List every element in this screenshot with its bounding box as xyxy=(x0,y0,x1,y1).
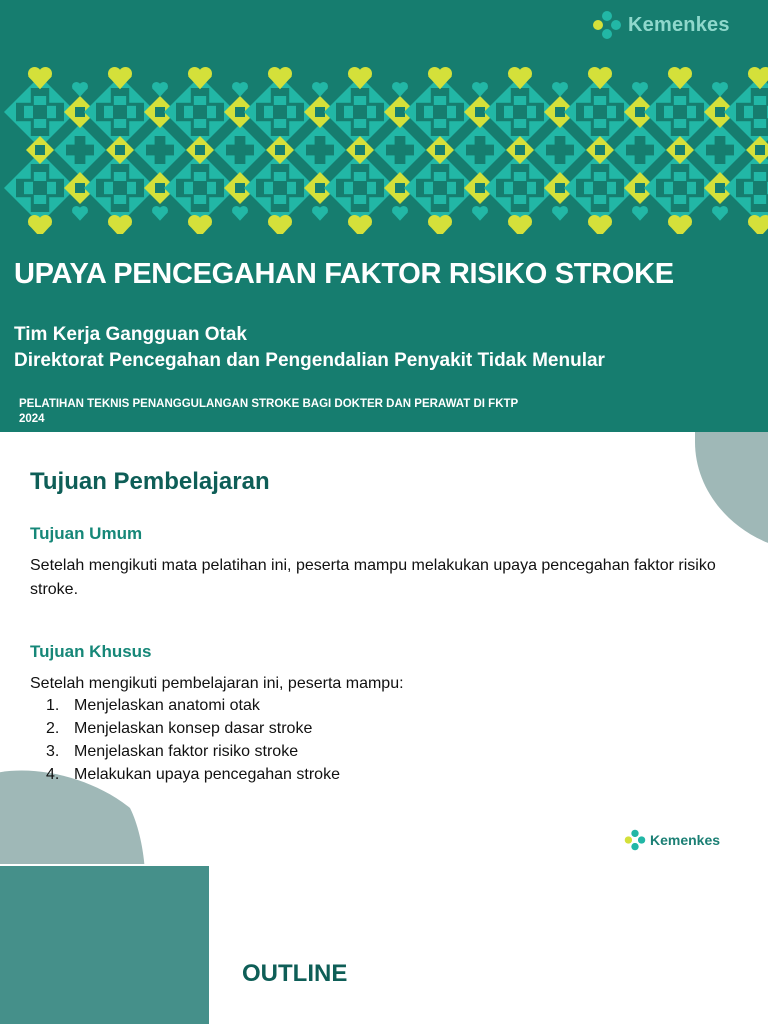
list-item-text: Melakukan upaya pencegahan stroke xyxy=(74,766,340,783)
list-item-text: Menjelaskan anatomi otak xyxy=(74,697,260,714)
list-item xyxy=(46,694,340,717)
kemenkes-logo-small xyxy=(624,829,720,851)
training-year: 2024 xyxy=(19,413,45,425)
section-heading: Tujuan Pembelajaran xyxy=(30,468,270,495)
team-name: Tim Kerja Gangguan Otak xyxy=(14,324,247,345)
kemenkes-logo-text: Kemenkes xyxy=(628,13,730,36)
presentation-title: UPAYA PENCEGAHAN FAKTOR RISIKO STROKE xyxy=(14,258,674,290)
list-item xyxy=(46,763,340,786)
kemenkes-logo-text: Kemenkes xyxy=(650,832,721,848)
general-objective-heading: Tujuan Umum xyxy=(30,524,143,543)
list-item-number: 1. xyxy=(46,697,60,714)
kemenkes-logo xyxy=(592,10,730,40)
outline-title: OUTLINE xyxy=(242,960,348,987)
list-item xyxy=(46,717,340,740)
list-item-number: 3. xyxy=(46,743,60,760)
list-item xyxy=(46,740,340,763)
training-name: PELATIHAN TEKNIS PENANGGULANGAN STROKE BAGI DOKTER DAN PERAWAT DI FKTP xyxy=(19,398,519,410)
objective-list xyxy=(46,694,340,786)
training-label xyxy=(19,397,518,427)
kemenkes-logo-icon xyxy=(592,10,622,40)
specific-objective-heading: Tujuan Khusus xyxy=(30,642,152,661)
list-item-text: Menjelaskan konsep dasar stroke xyxy=(74,720,313,737)
kemenkes-logo-icon xyxy=(624,829,646,851)
decorative-teal-block xyxy=(0,866,209,1024)
learning-objectives-slide xyxy=(0,432,768,864)
list-item-number: 2. xyxy=(46,720,60,737)
list-item-number: 4. xyxy=(46,766,60,783)
list-item-text: Menjelaskan faktor risiko stroke xyxy=(74,743,299,760)
specific-objective-intro: Setelah mengikuti pembelajaran ini, peserta mampu: xyxy=(30,675,404,692)
outline-slide xyxy=(0,864,768,1024)
general-objective-text: Setelah mengikuti mata pelatihan ini, peserta mampu melakukan upaya pencegahan faktor risiko stroke. xyxy=(30,557,716,598)
title-slide xyxy=(0,0,768,432)
decorative-leaf-shape xyxy=(655,432,768,562)
batik-pattern-band xyxy=(0,66,768,234)
directorate-name: Direktorat Pencegahan dan Pengendalian Penyakit Tidak Menular xyxy=(14,350,605,371)
